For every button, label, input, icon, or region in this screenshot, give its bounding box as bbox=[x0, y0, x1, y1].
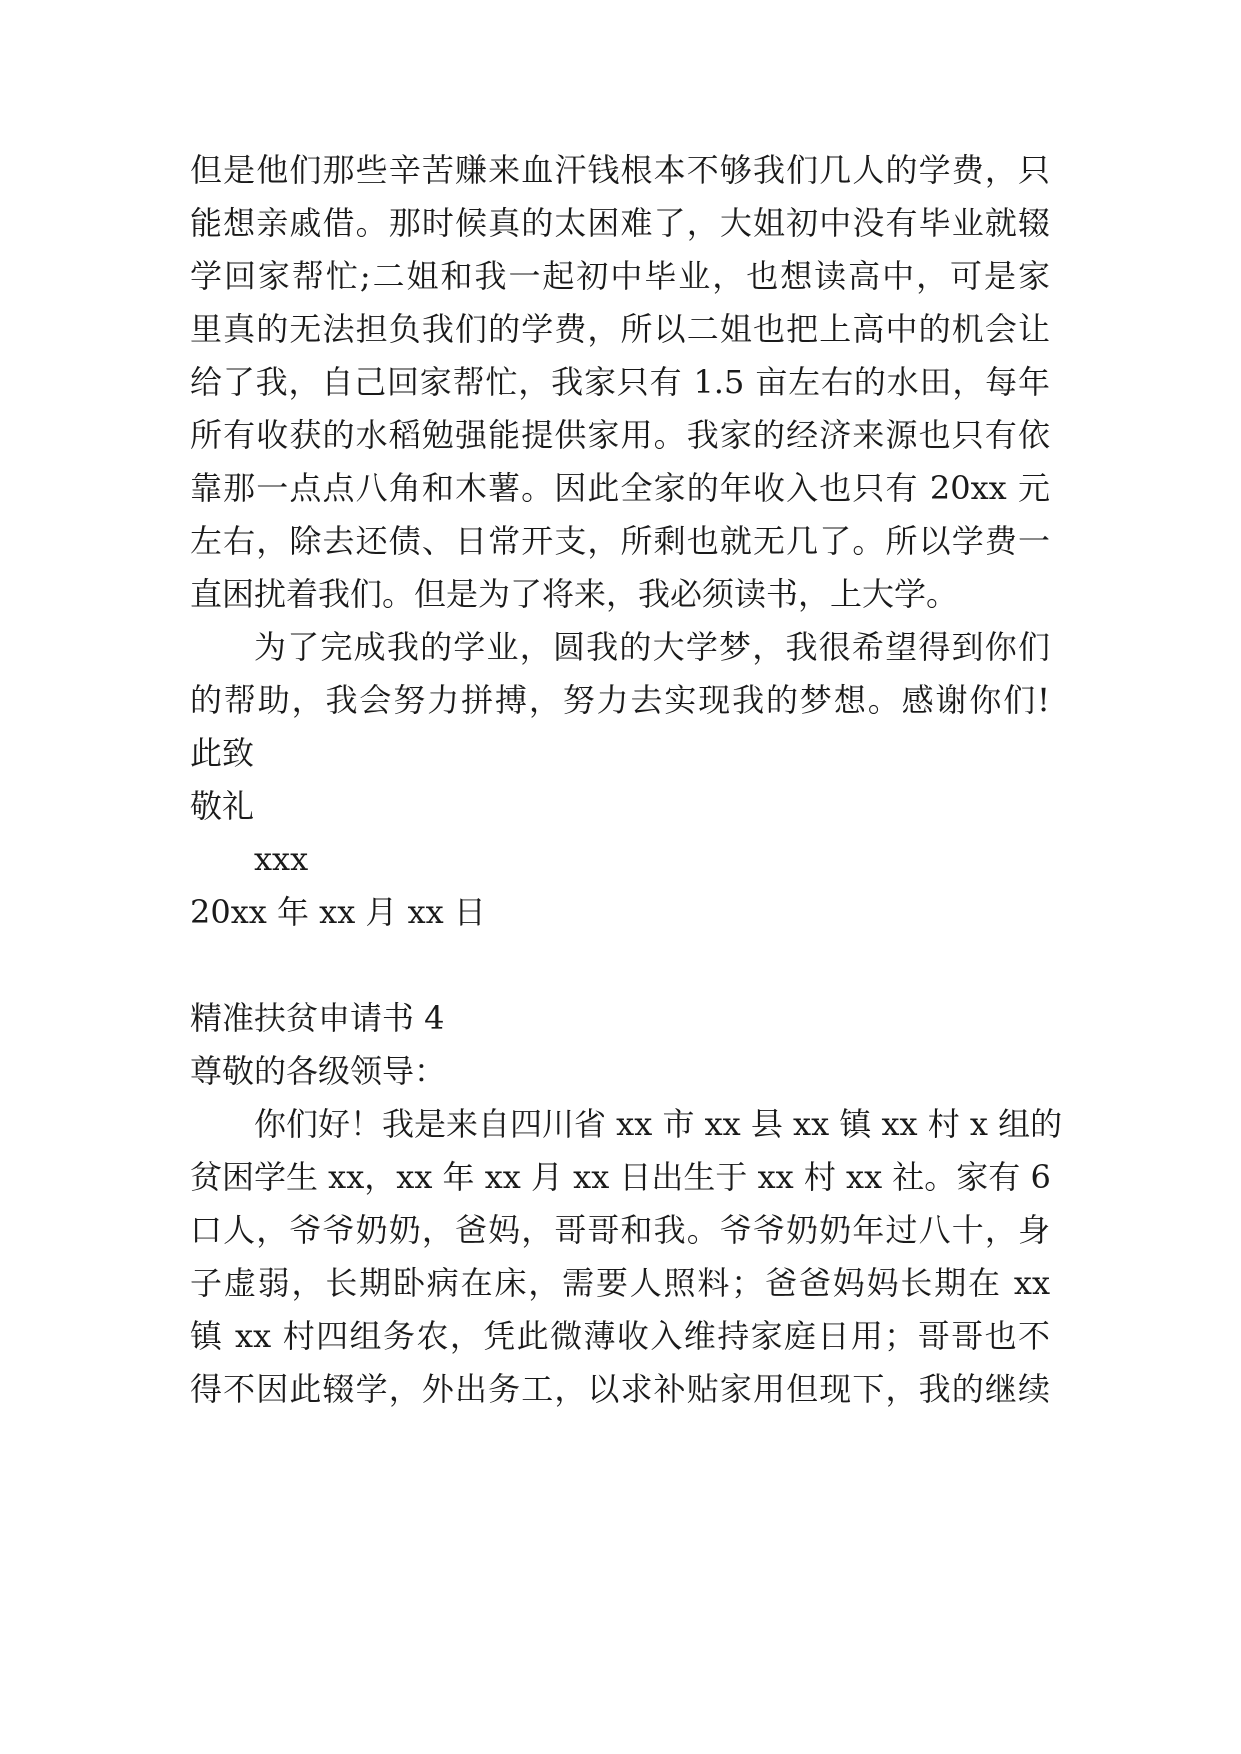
text-line: 左右，除去还债、日常开支，所剩也就无几了。所以学费一 bbox=[190, 522, 1050, 560]
closing-line: 此致 bbox=[190, 734, 255, 772]
text-line: 口人，爷爷奶奶，爸妈，哥哥和我。爷爷奶奶年过八十，身 bbox=[190, 1211, 1050, 1249]
text-line: 但是他们那些辛苦赚来血汗钱根本不够我们几人的学费，只 bbox=[190, 151, 1050, 189]
closing-line: 敬礼 bbox=[190, 787, 255, 825]
text-line: 贫困学生 xx，xx 年 xx 月 xx 日出生于 xx 村 xx 社。家有 6 bbox=[190, 1158, 1051, 1196]
text-line: 为了完成我的学业，圆我的大学梦，我很希望得到你们 bbox=[254, 628, 1050, 666]
date: 20xx 年 xx 月 xx 日 bbox=[190, 893, 486, 931]
text-line: 子虚弱，长期卧病在床，需要人照料；爸爸妈妈长期在 xx bbox=[190, 1264, 1050, 1302]
text-line: 直困扰着我们。但是为了将来，我必须读书，上大学。 bbox=[190, 575, 959, 613]
text-line: 你们好！我是来自四川省 xx 市 xx 县 xx 镇 xx 村 x 组的 bbox=[254, 1105, 1063, 1143]
text-line: 能想亲戚借。那时候真的太困难了，大姐初中没有毕业就辍 bbox=[190, 204, 1050, 242]
section-title: 精准扶贫申请书 4 bbox=[190, 999, 445, 1037]
text-line: 镇 xx 村四组务农，凭此微薄收入维持家庭日用；哥哥也不 bbox=[190, 1317, 1050, 1355]
signature: xxx bbox=[254, 840, 309, 878]
text-line: 所有收获的水稻勉强能提供家用。我家的经济来源也只有依 bbox=[190, 416, 1050, 454]
text-line: 学回家帮忙;二姐和我一起初中毕业，也想读高中，可是家 bbox=[190, 257, 1050, 295]
text-line: 里真的无法担负我们的学费，所以二姐也把上高中的机会让 bbox=[190, 310, 1050, 348]
text-line: 靠那一点点八角和木薯。因此全家的年收入也只有 20xx 元 bbox=[190, 469, 1050, 507]
text-line: 的帮助，我会努力拼搏，努力去实现我的梦想。感谢你们! bbox=[190, 681, 1050, 719]
text-line: 得不因此辍学，外出务工，以求补贴家用但现下，我的继续 bbox=[190, 1370, 1050, 1408]
text-line: 给了我，自己回家帮忙，我家只有 1.5 亩左右的水田，每年 bbox=[190, 363, 1050, 401]
salutation: 尊敬的各级领导： bbox=[190, 1052, 447, 1090]
